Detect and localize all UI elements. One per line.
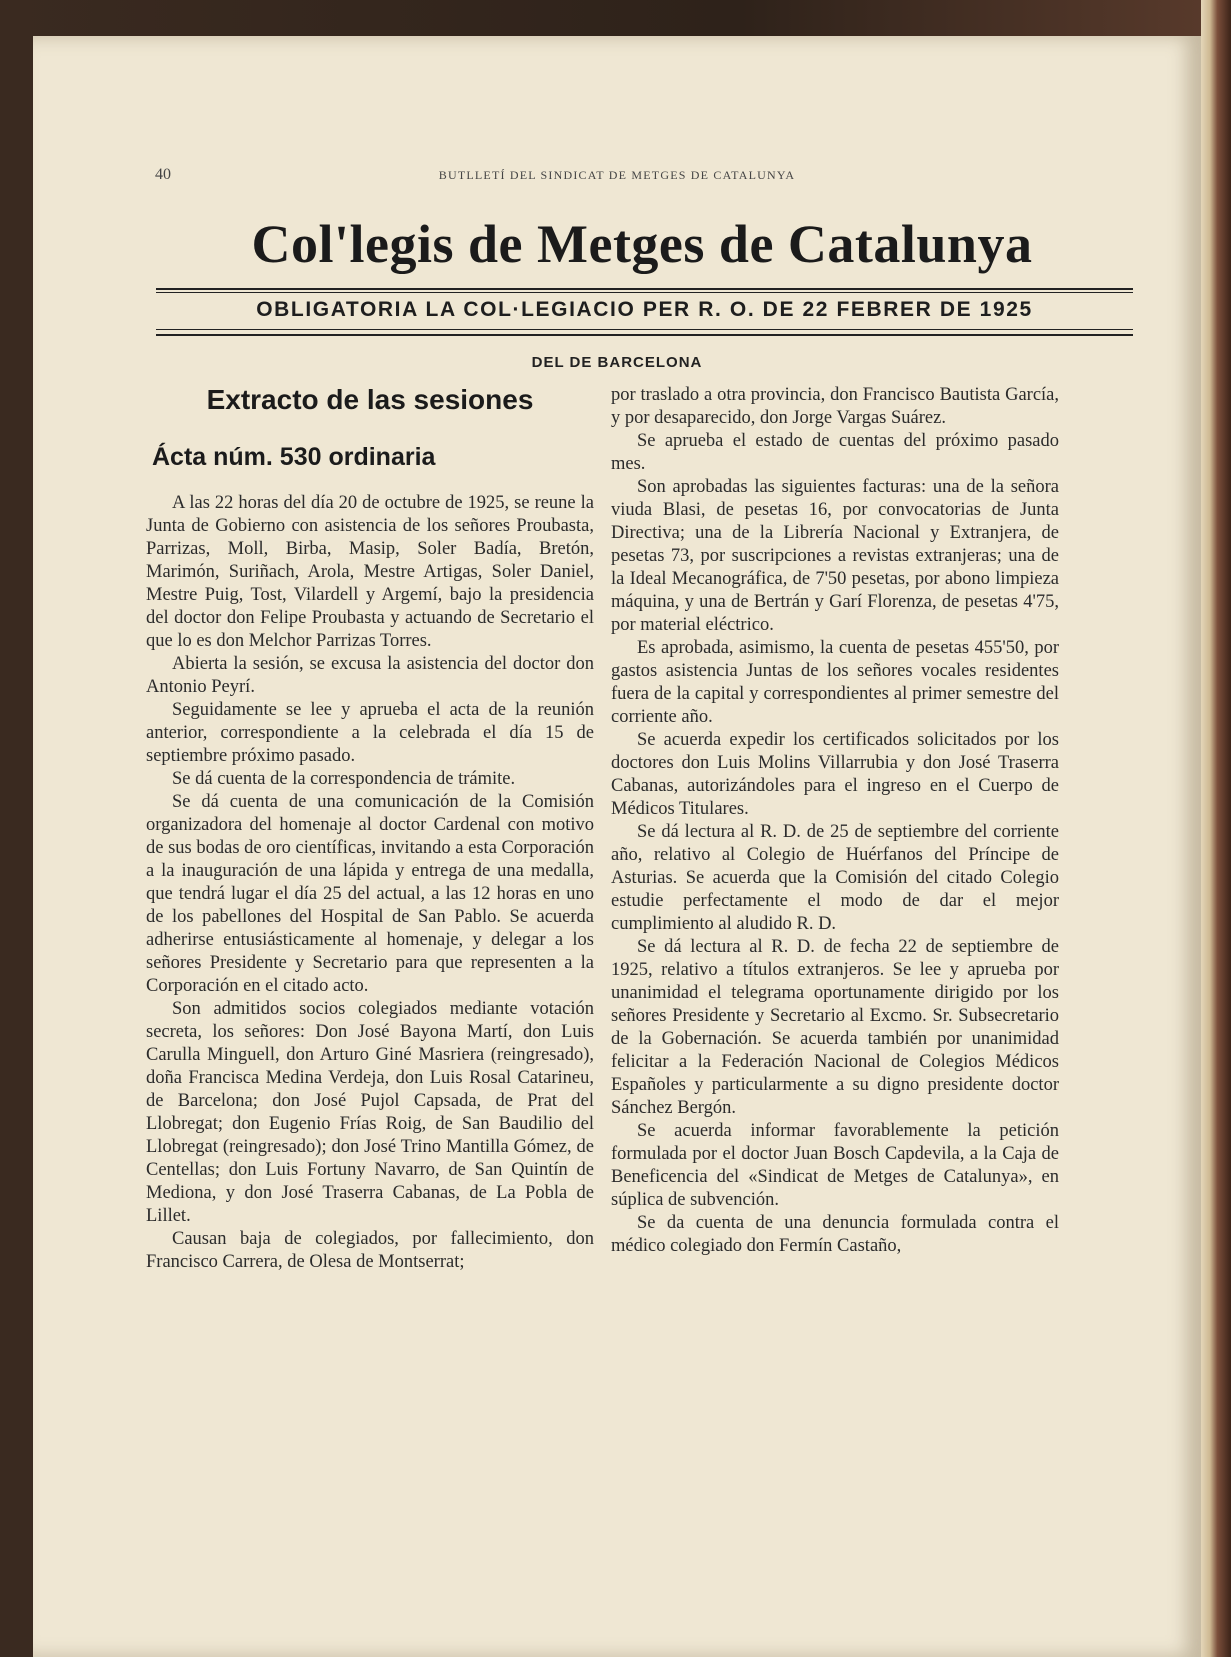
paragraph: Es aprobada, asimismo, la cuenta de pesetas 455'50, por gastos asistencia Juntas de los señores vocales residentes fuera de la capital y correspondientes al primer semestre del corriente año. — [611, 638, 1059, 727]
paragraph: Se dá cuenta de una comunicación de la Comisión organizadora del homenaje al doctor Cardenal con motivo de sus bodas de oro científicas, invitando a esta Corporación a la inauguración de una lápida y entrega de una medalla, que tendrá lugar el día 25 del actual, a las 12 horas en uno de los pabellones del Hospital de San Pablo. Se acuerda adherirse entusiásticamente al homenaje, y delegar a los señores Presidente y Secretario para que representen a la Corporación en el citado acto. — [146, 792, 594, 996]
paragraph: A las 22 horas del día 20 de octubre de 1925, se reune la Junta de Gobierno con asistencia de los señores Proubasta, Parrizas, Moll, Birba, Masip, Soler Badía, Bretón, Marimón, Suriñach, Arola, Mestre Artigas, Soler Daniel, Mestre Puig, Tost, Vilardell y Argemí, bajo la presidencia del doctor don Felipe Proubasta y actuando de Secretario el que lo es don Melchor Parrizas Torres. — [146, 493, 594, 651]
subtitle-banner: OBLIGATORIA LA COL·LEGIACIO PER R. O. DE 22 FEBRER DE 1925 — [256, 298, 1033, 321]
title-rule-bottom — [156, 334, 1133, 336]
title-rule-top-thin — [156, 292, 1133, 293]
paragraph: Son admitidos socios colegiados mediante votación secreta, los señores: Don José Bayona Martí, don Luis Carulla Minguell, don Arturo Giné Masriera (reingresado), doña Francisca Medina Verdeja, don Luis Rosal Catarineu, de Barcelona; don José Pujol Capsada, de Prat del Llobregat; don Eugenio Frías Roig, de San Baudilio del Llobregat (reingresado); don José Trino Mantilla Gómez, de Centellas; don Luis Fortuny Navarro, de San Quintín de Mediona, y don José Traserra Cabanas, de La Pobla de Lillet. — [146, 999, 594, 1226]
paragraph: Se acuerda informar favorablemente la petición formulada por el doctor Juan Bosch Capdevila, a la Caja de Beneficencia del «Sindicat de Metges de Catalunya», en súplica de subvención. — [611, 1121, 1059, 1210]
article-subheading: Ácta núm. 530 ordinaria — [152, 443, 436, 471]
page-number: 40 — [155, 166, 171, 183]
left-column — [146, 384, 594, 1274]
paragraph: Se acuerda expedir los certificados solicitados por los doctores don Luis Molins Villarrubia y don José Traserra Cabanas, autorizándoles para el ingreso en el Cuerpo de Médicos Titulares. — [611, 730, 1059, 819]
paragraph: Se aprueba el estado de cuentas del próximo pasado mes. — [611, 431, 1059, 474]
title-rule-top — [156, 288, 1133, 290]
journal-title: BUTLLETÍ DEL SINDICAT DE METGES DE CATALUNYA — [438, 168, 796, 182]
main-title: Col'legis de Metges de Catalunya — [251, 214, 1033, 274]
page-fore-edge — [1201, 0, 1231, 1657]
paragraph: Causan baja de colegiados, por fallecimiento, don Francisco Carrera, de Olesa de Montserrat; — [146, 1229, 594, 1272]
document-page — [33, 36, 1201, 1657]
running-head — [33, 166, 1201, 186]
title-rule-bottom-thin — [156, 329, 1133, 330]
paragraph-continuation: por traslado a otra provincia, don Francisco Bautista García, y por desaparecido, don Jorge Vargas Suárez. — [611, 385, 1059, 428]
section-heading: DEL DE BARCELONA — [531, 354, 703, 371]
right-column — [611, 384, 1059, 1258]
paragraph: Son aprobadas las siguientes facturas: una de la señora viuda Blasi, de pesetas 16, por convocatorias de Junta Directiva; una de la Librería Nacional y Extranjera, de pesetas 73, por suscripciones a revistas extranjeras; una de la Ideal Mecanográfica, de 7'50 pesetas, por abono limpieza máquina, y una de Bertrán y Garí Florenza, de pesetas 4'75, por material eléctrico. — [611, 477, 1059, 635]
paragraph: Se da cuenta de una denuncia formulada contra el médico colegiado don Fermín Castaño, — [611, 1213, 1059, 1256]
paragraph: Seguidamente se lee y aprueba el acta de la reunión anterior, correspondiente a la celebrada el día 15 de septiembre próximo pasado. — [146, 700, 594, 766]
article-heading: Extracto de las sesiones — [206, 384, 534, 415]
paragraph: Abierta la sesión, se excusa la asistencia del doctor don Antonio Peyrí. — [146, 654, 594, 697]
paragraph: Se dá cuenta de la correspondencia de trámite. — [172, 769, 516, 789]
paragraph: Se dá lectura al R. D. de 25 de septiembre del corriente año, relativo al Colegio de Huérfanos del Príncipe de Asturias. Se acuerda que la Comisión del citado Colegio estudie perfectamente el modo de dar el mejor cumplimiento al aludido R. D. — [611, 822, 1059, 934]
paragraph: Se dá lectura al R. D. de fecha 22 de septiembre de 1925, relativo a títulos extranjeros. Se lee y aprueba por unanimidad el telegrama oportunamente dirigido por los señores Presidente y Secretario al Excmo. Sr. Subsecretario de la Gobernación. Se acuerda también por unanimidad felicitar a la Federación Nacional de Colegios Médicos Españoles y particularmente a su digno presidente doctor Sánchez Bergón. — [611, 937, 1059, 1118]
